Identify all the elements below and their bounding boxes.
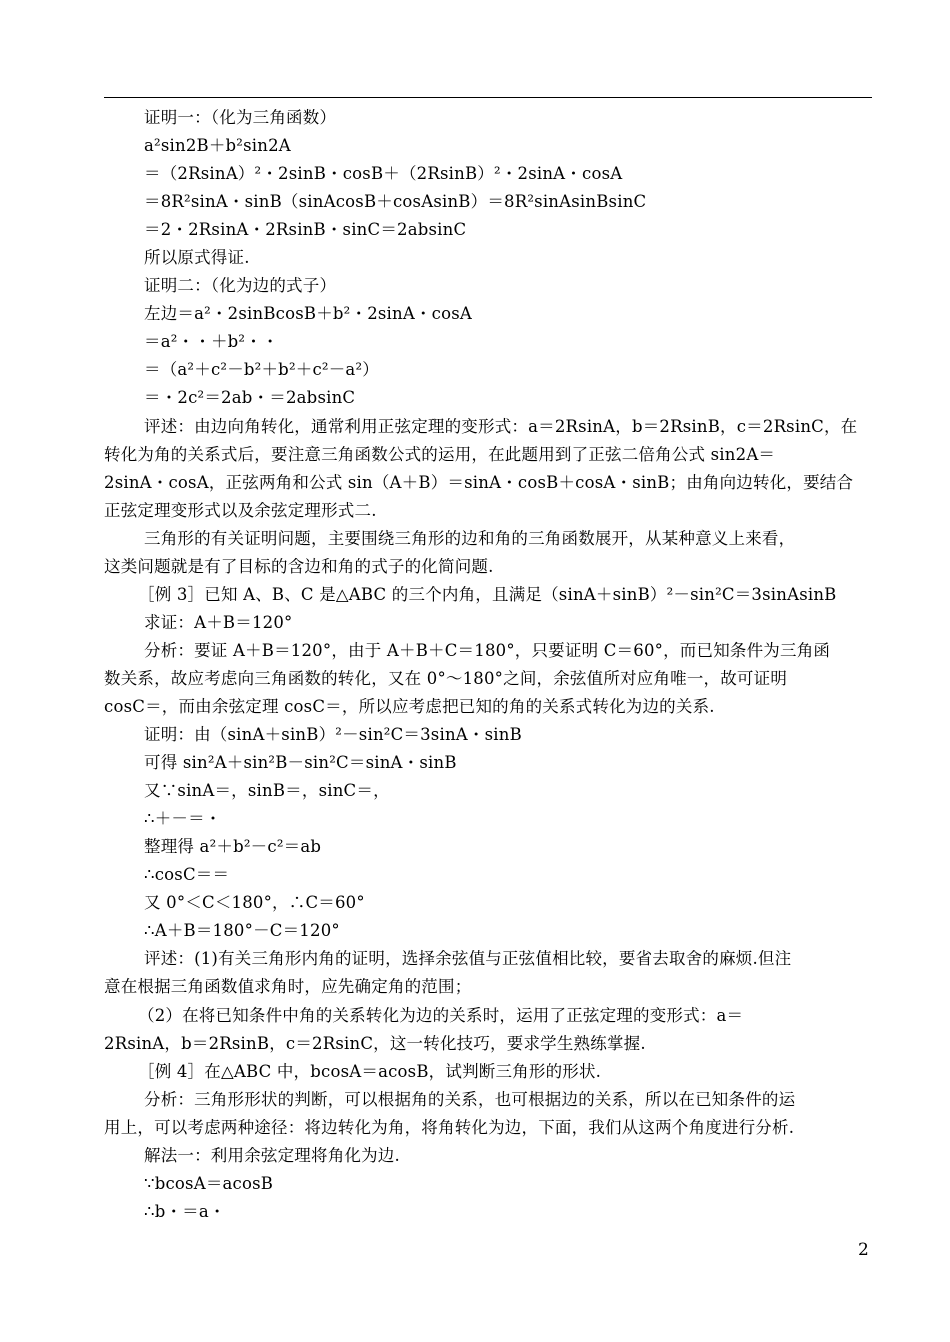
text-line: ∴b・＝a・ xyxy=(144,1201,226,1221)
text-line: 意在根据三角函数值求角时，应先确定角的范围； xyxy=(104,977,472,997)
text-line: 证明一：（化为三角函数） xyxy=(144,108,337,127)
text-line: 求证：A＋B＝120° xyxy=(144,612,293,632)
text-line: 证明二：（化为边的式子） xyxy=(144,276,337,296)
header-rule xyxy=(104,97,872,98)
text-line: 用上，可以考虑两种途径：将边转化为角，将角转化为边，下面，我们从这两个角度进行分析. xyxy=(104,1117,795,1137)
page-number: 2 xyxy=(858,1240,869,1260)
text-line: ∵bcosA＝acosB xyxy=(144,1173,274,1193)
text-line: 左边＝a²・2sinBcosB＋b²・2sinA・cosA xyxy=(144,304,473,324)
text-line: 分析：要证 A＋B＝120°，由于 A＋B＋C＝180°，只要证明 C＝60°，而已知条件为三角函 xyxy=(144,640,831,660)
text-line: 解法一：利用余弦定理将角化为边. xyxy=(144,1145,400,1165)
text-line: ＝2・2RsinA・2RsinB・sinC＝2absinC xyxy=(144,220,467,240)
text-line: ∴＋－＝・ xyxy=(144,809,222,829)
text-line: 分析：三角形形状的判断，可以根据角的关系，也可根据边的关系，所以在已知条件的运 xyxy=(144,1089,796,1109)
text-line: cosC＝，而由余弦定理 cosC＝，所以应考虑把已知的角的关系式转化为边的关系. xyxy=(104,696,715,716)
text-line: 评述：(1)有关三角形内角的证明，选择余弦值与正弦值相比较，要省去取舍的麻烦.但注 xyxy=(144,949,792,969)
text-line: 正弦定理变形式以及余弦定理形式二. xyxy=(104,500,377,520)
text-line: 三角形的有关证明问题，主要围绕三角形的边和角的三角函数展开，从某种意义上来看， xyxy=(144,528,796,548)
text-line: 可得 sin²A＋sin²B－sin²C＝sinA・sinB xyxy=(144,753,457,773)
text-line: ［例 3］已知 A、B、C 是△ABC 的三个内角，且满足（sinA＋sinB）²－sin²C＝3sinAsinB xyxy=(138,584,837,604)
text-line: 2sinA・cosA，正弦两角和公式 sin（A＋B）＝sinA・cosB＋cosA・sinB；由角向边转化，要结合 xyxy=(104,472,854,492)
text-line: 又∵sinA＝，sinB＝，sinC＝， xyxy=(144,781,390,801)
text-line: 所以原式得证. xyxy=(144,248,250,268)
text-line: 2RsinA，b＝2RsinB，c＝2RsinC，这一转化技巧，要求学生熟练掌握. xyxy=(104,1033,646,1053)
text-line: ∴cosC＝＝ xyxy=(144,865,230,885)
text-line: ∴A＋B＝180°－C＝120° xyxy=(144,921,340,941)
text-line: ＝（2RsinA）²・2sinB・cosB＋（2RsinB）²・2sinA・cosA xyxy=(144,164,623,184)
document-body xyxy=(104,104,874,1226)
text-line: 证明：由（sinA＋sinB）²－sin²C＝3sinA・sinB xyxy=(144,725,522,745)
text-line: a²sin2B＋b²sin2A xyxy=(144,136,291,156)
text-line: ［例 4］在△ABC 中，bcosA＝acosB，试判断三角形的形状. xyxy=(138,1061,602,1081)
text-line: 整理得 a²＋b²－c²＝ab xyxy=(144,837,322,857)
text-line: 转化为角的关系式后，要注意三角函数公式的运用，在此题用到了正弦二倍角公式 sin2A＝ xyxy=(104,444,776,464)
text-line: 数关系，故应考虑向三角函数的转化，又在 0°～180°之间，余弦值所对应角唯一，故可证明 xyxy=(104,668,788,688)
text-line: ＝・2c²＝2ab・＝2absinC xyxy=(144,388,356,408)
text-line: 这类问题就是有了目标的含边和角的式子的化简问题. xyxy=(104,556,494,576)
text-line: ＝8R²sinA・sinB（sinAcosB＋cosAsinB）＝8R²sinAsinBsinC xyxy=(144,192,647,212)
text-line: ＝（a²＋c²－b²＋b²＋c²－a²） xyxy=(144,360,379,380)
text-line: ＝a²・・＋b²・・ xyxy=(144,332,279,352)
text-line: （2）在将已知条件中角的关系转化为边的关系时，运用了正弦定理的变形式：a＝ xyxy=(138,1005,744,1025)
text-line: 评述：由边向角转化，通常利用正弦定理的变形式：a＝2RsinA，b＝2RsinB，c＝2RsinC，在 xyxy=(144,416,858,436)
text-line: 又 0°＜C＜180°，∴C＝60° xyxy=(144,893,365,913)
